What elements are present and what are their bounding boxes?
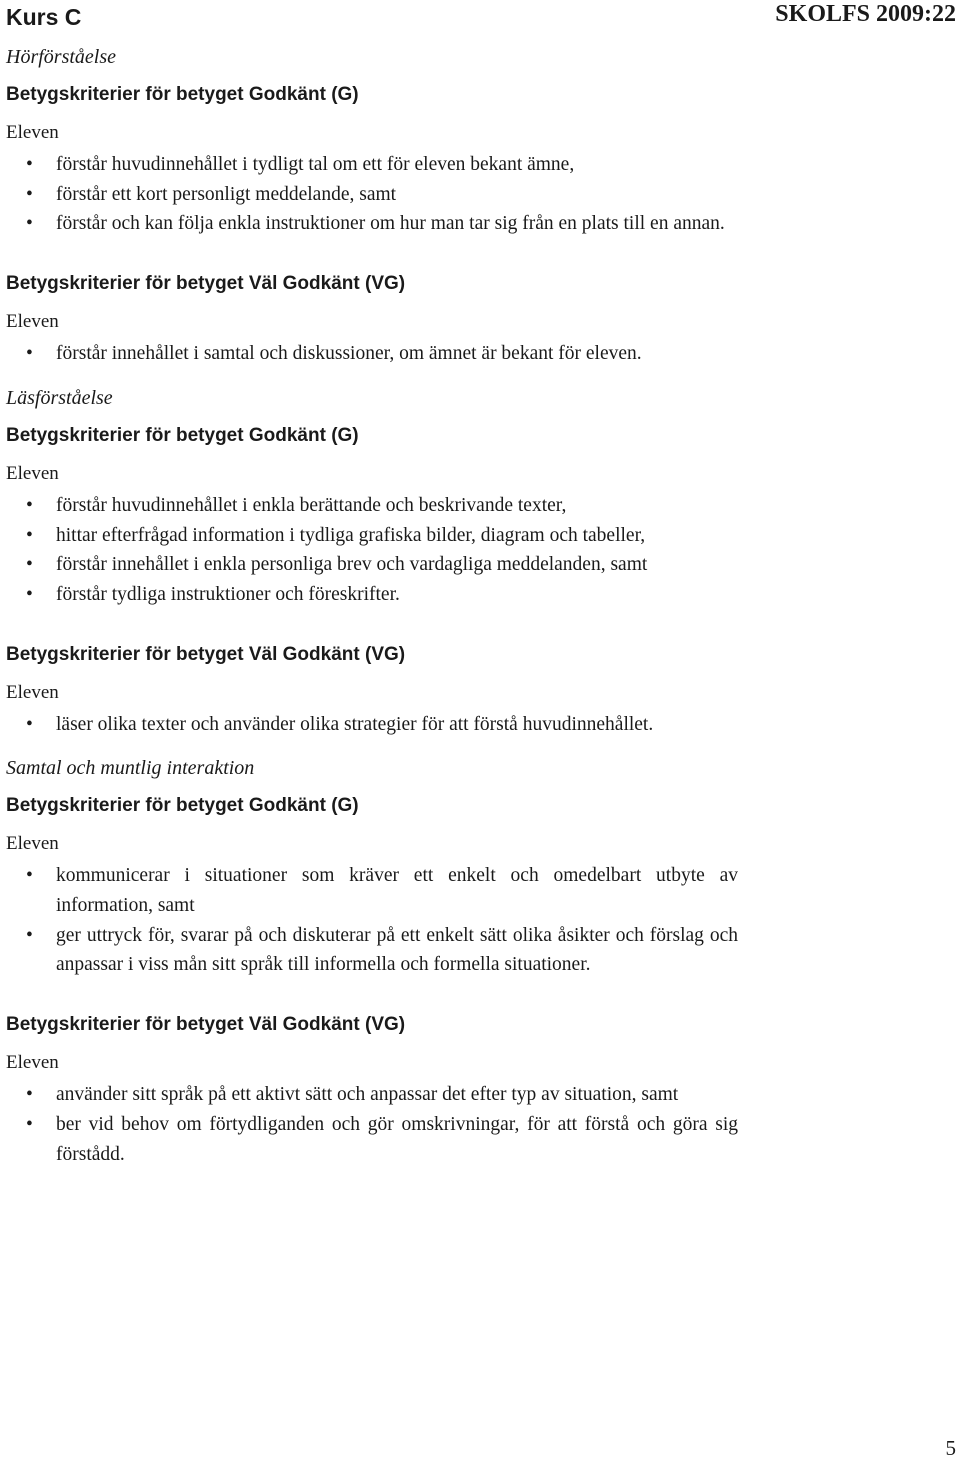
list-item-text: förstår huvudinnehållet i enkla berättande och beskrivande texter, — [56, 494, 567, 516]
bullet-icon: • — [26, 154, 33, 175]
list-item-text: förstår och kan följa enkla instruktioner om hur man tar sig från en plats till en annan. — [56, 213, 725, 235]
criteria-subject: Eleven — [6, 311, 59, 333]
criteria-block-g — [6, 80, 738, 239]
bullet-icon: • — [26, 713, 33, 735]
list-item-text: förstår huvudinnehållet i tydligt tal om ett för eleven bekant ämne, — [56, 154, 575, 175]
criteria-block-vg — [6, 269, 738, 369]
course-title: Kurs C — [6, 4, 82, 30]
list-item-text: hittar efterfrågad information i tydliga grafiska bilder, diagram och tabeller, — [56, 524, 646, 546]
criteria-subject: Eleven — [6, 681, 59, 703]
list-item — [6, 1110, 738, 1169]
criteria-heading: Betygskriterier för betyget Godkänt (G) — [6, 84, 359, 105]
bullet-icon: • — [26, 343, 33, 365]
section-title: Samtal och muntlig interaktion — [6, 757, 255, 780]
list-item — [6, 861, 738, 920]
list-item — [6, 1080, 738, 1110]
document-reference: SKOLFS 2009:22 — [775, 1, 956, 27]
criteria-heading: Betygskriterier för betyget Godkänt (G) — [6, 795, 359, 817]
bullet-icon: • — [26, 865, 33, 887]
bullet-icon: • — [26, 583, 33, 605]
list-item-text: förstår ett kort personligt meddelande, samt — [56, 183, 397, 205]
list-item — [6, 580, 738, 610]
list-item — [6, 921, 738, 980]
bullet-icon: • — [26, 213, 33, 235]
bullet-icon: • — [26, 494, 33, 516]
list-item-text: ber vid behov om förtydliganden och gör omskrivningar, för att förstå och göra sig förstådd. — [56, 1113, 738, 1165]
criteria-list — [6, 491, 738, 610]
criteria-block-vg — [6, 640, 738, 740]
criteria-block-vg — [6, 1010, 738, 1169]
criteria-heading: Betygskriterier för betyget Godkänt (G) — [6, 424, 359, 446]
list-item-text: kommunicerar i situationer som kräver ett enkelt och omedelbart utbyte av information, samt — [56, 865, 738, 917]
criteria-block-g — [6, 791, 738, 980]
section-lasforstaelse — [6, 383, 738, 740]
criteria-subject: Eleven — [6, 1052, 59, 1074]
section-title: Läsförståelse — [6, 386, 113, 409]
criteria-list — [6, 150, 738, 239]
bullet-icon: • — [26, 1084, 33, 1106]
bullet-icon: • — [26, 924, 33, 946]
page-number: 5 — [945, 1436, 956, 1460]
list-item — [6, 339, 738, 369]
section-samtal — [6, 753, 738, 1169]
list-item — [6, 209, 738, 239]
list-item — [6, 710, 738, 740]
list-item-text: förstår innehållet i enkla personliga brev och vardagliga meddelanden, samt — [56, 554, 648, 576]
criteria-list — [6, 861, 738, 980]
list-item — [6, 491, 738, 521]
list-item-text: förstår innehållet i samtal och diskussioner, om ämnet är bekant för eleven. — [56, 343, 642, 365]
list-item-text: använder sitt språk på ett aktivt sätt och anpassar det efter typ av situation, samt — [56, 1084, 679, 1106]
criteria-subject: Eleven — [6, 122, 59, 143]
list-item-text: ger uttryck för, svarar på och diskuterar på ett enkelt sätt olika åsikter och förslag och anpassar i viss mån sitt språk till informella och formella situationer. — [56, 924, 738, 976]
criteria-heading: Betygskriterier för betyget Väl Godkänt (VG) — [6, 643, 406, 665]
bullet-icon: • — [26, 554, 33, 576]
criteria-subject: Eleven — [6, 462, 59, 484]
bullet-icon: • — [26, 1113, 33, 1135]
criteria-subject: Eleven — [6, 833, 59, 855]
bullet-icon: • — [26, 524, 33, 546]
bullet-icon: • — [26, 183, 33, 205]
section-title: Hörförståelse — [6, 46, 116, 68]
list-item-text: förstår tydliga instruktioner och föreskrifter. — [56, 583, 400, 605]
list-item — [6, 550, 738, 580]
list-item — [6, 150, 738, 180]
document-body — [6, 42, 738, 1183]
criteria-list — [6, 1080, 738, 1169]
criteria-list — [6, 339, 738, 369]
criteria-heading: Betygskriterier för betyget Väl Godkänt (VG) — [6, 273, 406, 295]
section-horforstaelse — [6, 42, 738, 369]
criteria-list — [6, 710, 738, 740]
list-item-text: läser olika texter och använder olika strategier för att förstå huvudinnehållet. — [56, 713, 654, 735]
list-item — [6, 521, 738, 551]
list-item — [6, 180, 738, 210]
criteria-block-g — [6, 421, 738, 610]
criteria-heading: Betygskriterier för betyget Väl Godkänt (VG) — [6, 1014, 406, 1036]
